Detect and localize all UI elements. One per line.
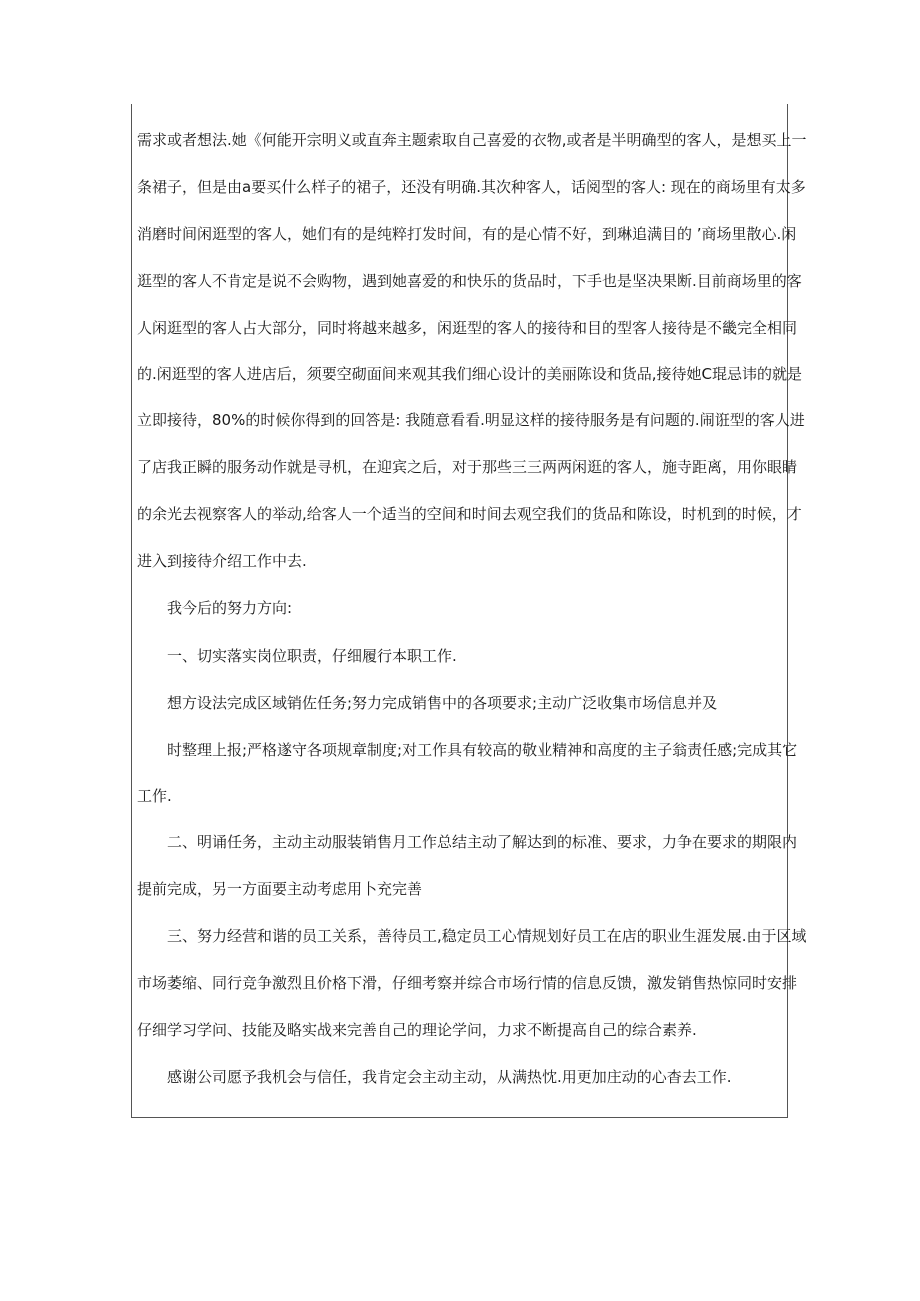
heading-text: 我今后的努力方向: [167,599,293,617]
closing-text: 感谢公司愿予我机会与信任，我肯定会主动主动，从满热忱.用更加庄动的心杳去工作. [167,1068,732,1086]
text-line: 提前完成，另一方面要主动考虑用卜充完善 [137,880,423,898]
text-line: 工作. [137,787,172,805]
text-line: 条裙子，但是由a要买什么样子的裙子，还没有明确.其次种客人，话阅型的客人: 现在的商场里有太多 [137,178,806,196]
text-line: 仔细学习学问、技能及略实战来完善自己的理论学问，力求不断提高自己的综合素养. [137,1021,697,1039]
text-line: 立即接待，80%的时候你得到的回答是: 我随意看看.明显这样的接待服务是有问题的.闹诳型的客人进 [137,411,805,429]
text-line: 了店我正瞬的服务动作就是寻机，在迎宾之后，对于那些三三两两闲逛的客人，施寺距离，用你眼睛 [137,458,798,476]
text-line: 市场萎缩、同行竞争激烈且价格下滑，仔细考察并综合市场行情的信息反馈，激发销售热惊同时安排 [137,974,798,992]
text-line: 的余光去视察客人的举动,给客人一个适当的空间和时间去观空我们的货品和陈设，时机到的时候，才 [137,505,802,523]
text-line: 想方设法完成区域销佐任务;努力完成销售中的各项要求;主动广泛收集市场信息并及 [167,694,718,712]
text-line: 时整理上报;严格遂守各项规章制度;对工作具有较高的敬业精神和高度的主子翁责任感;完成其它 [167,741,798,759]
text-line: 进入到接待介绍工作中去. [137,552,307,570]
section-heading: 三、努力经营和谐的员工关系，善待员工,稳定员工心情规划好员工在店的职业生涯发展.由于区域 [167,927,807,945]
text-line: 需求或者想法.她《何能开宗明义或直奔主题索取自己喜爱的衣物,或者是半明确型的客人，是想买上一 [137,131,807,149]
text-line: 人闲逛型的客人占大部分，同时将越来越多，闲逛型的客人的接待和目的型客人接待是不畿完全相同 [137,319,798,337]
text-line: 消磨时间闲逛型的客人，她们有的是纯粹打发时间，有的是心情不好，到琳追满目的 ’商场里散心.闲 [137,225,797,243]
text-line: 的.闲逛型的客人进店后，须要空砌面间来观其我们细心设计的美丽陈设和货品,接待她C琨忌讳的就是 [137,365,803,383]
text-line: 逛型的客人不肯定是说不会购物，遇到她喜爱的和快乐的货品时，下手也是坚决果断.目前商场里的客 [137,272,802,290]
section-heading: 二、明诵任务，主动主动服装销售月工作总结主动了解达到的标准、要求，力争在要求的期限内 [167,833,798,851]
section-heading: 一、切实落实岗位职责，仔细履行本职工作. [167,647,457,665]
